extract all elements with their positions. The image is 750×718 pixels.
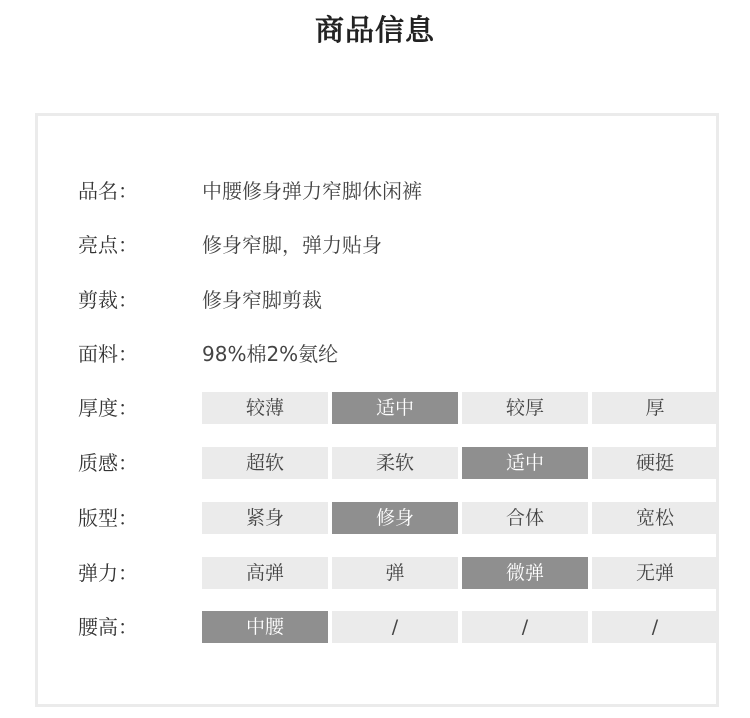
info-row-label: 剪裁： xyxy=(78,288,138,312)
attribute-option: 超软 xyxy=(202,447,328,479)
info-row-cut xyxy=(78,284,698,316)
attribute-option: 合体 xyxy=(462,502,588,534)
attribute-option-selected: 适中 xyxy=(462,447,588,479)
attribute-option: 高弹 xyxy=(202,557,328,589)
attribute-row-texture xyxy=(78,447,698,479)
attribute-label: 弹力： xyxy=(78,561,138,585)
attribute-row-fit xyxy=(78,502,698,534)
attribute-option: 柔软 xyxy=(332,447,458,479)
attribute-option: 无弹 xyxy=(592,557,718,589)
info-row-value: 98%棉2%氨纶 xyxy=(202,342,339,366)
attribute-label: 质感： xyxy=(78,451,138,475)
attribute-option-selected: 微弹 xyxy=(462,557,588,589)
info-row-value: 中腰修身弹力窄脚休闲裤 xyxy=(202,179,422,203)
attribute-option: 较薄 xyxy=(202,392,328,424)
attribute-label: 版型： xyxy=(78,506,138,530)
attribute-row-waist-height xyxy=(78,611,698,643)
attribute-option: 紧身 xyxy=(202,502,328,534)
attribute-option: / xyxy=(462,611,588,643)
attribute-option: 厚 xyxy=(592,392,718,424)
attribute-option: 较厚 xyxy=(462,392,588,424)
attribute-option: 硬挺 xyxy=(592,447,718,479)
attribute-option: 弹 xyxy=(332,557,458,589)
info-row-label: 亮点： xyxy=(78,233,138,257)
attribute-label: 腰高： xyxy=(78,615,138,639)
attribute-row-elasticity xyxy=(78,557,698,589)
info-row-label: 面料： xyxy=(78,342,138,366)
attribute-option-selected: 适中 xyxy=(332,392,458,424)
attribute-option: / xyxy=(332,611,458,643)
attribute-option: / xyxy=(592,611,718,643)
info-row-name xyxy=(78,175,698,207)
info-row-highlight xyxy=(78,229,698,261)
attribute-option-selected: 修身 xyxy=(332,502,458,534)
info-row-label: 品名： xyxy=(78,179,138,203)
attribute-row-thickness xyxy=(78,392,698,424)
info-row-value: 修身窄脚，弹力贴身 xyxy=(202,233,382,257)
attribute-label: 厚度： xyxy=(78,396,138,420)
page-title: 商品信息 xyxy=(314,13,435,47)
info-row-value: 修身窄脚剪裁 xyxy=(202,288,322,312)
product-info-panel xyxy=(35,113,719,707)
attribute-option-selected: 中腰 xyxy=(202,611,328,643)
info-row-fabric xyxy=(78,338,698,370)
attribute-option: 宽松 xyxy=(592,502,718,534)
